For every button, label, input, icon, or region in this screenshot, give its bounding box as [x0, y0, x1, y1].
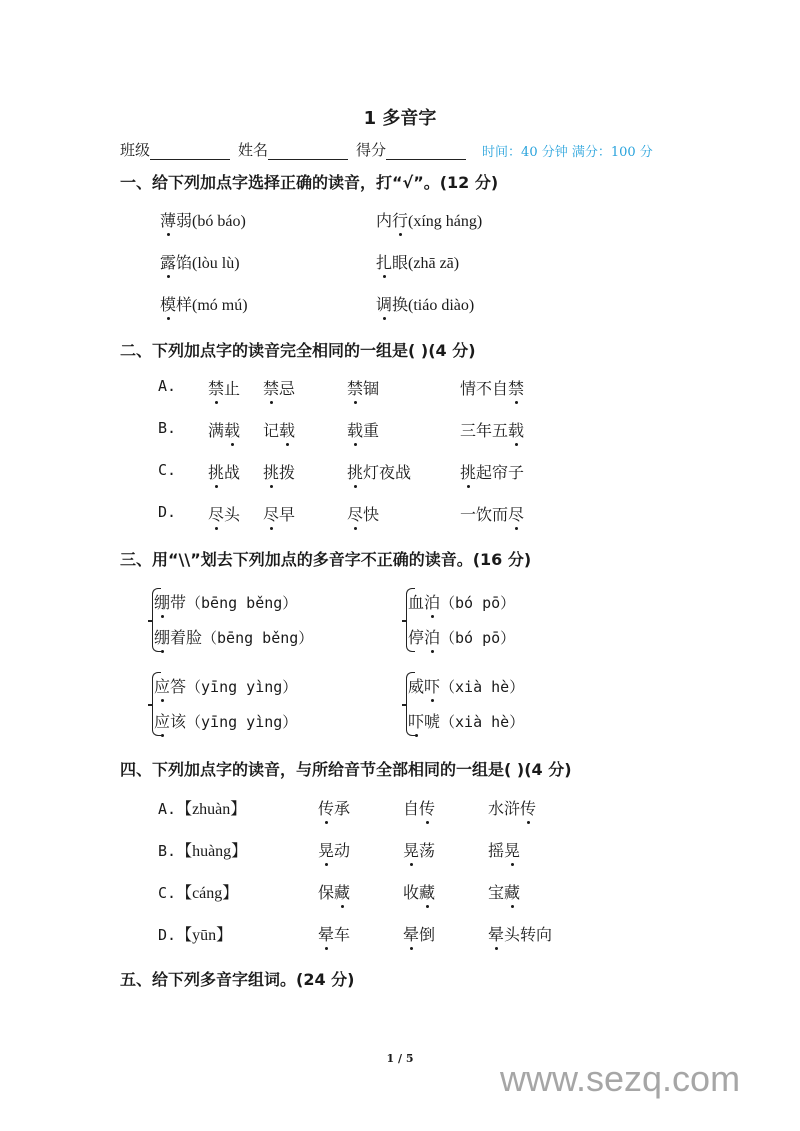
- q3-item: [408, 709, 524, 732]
- dotted-character: 绷: [154, 625, 170, 648]
- q1-item: [160, 292, 248, 315]
- option-label[interactable]: C.: [158, 884, 177, 902]
- pinyin-choices[interactable]: （yīng yìng）: [186, 678, 298, 696]
- dotted-character: 扎: [376, 250, 392, 273]
- word-prefix: 摇: [488, 841, 505, 860]
- option-label[interactable]: A.: [158, 800, 177, 818]
- score-label: 得分: [356, 141, 387, 159]
- q4-option-head: [158, 838, 247, 861]
- word: [154, 677, 186, 696]
- word-prefix: 保: [318, 883, 335, 902]
- dotted-character: 吓: [424, 674, 440, 697]
- dotted-character: 传: [419, 796, 435, 819]
- word: [160, 211, 192, 230]
- dotted-character: 挑: [460, 460, 476, 483]
- dotted-character: 绷: [154, 590, 170, 613]
- word: [318, 796, 350, 819]
- word: [208, 376, 240, 399]
- word: [408, 593, 440, 612]
- word-suffix: 带: [170, 593, 187, 612]
- pinyin-choices[interactable]: （bó pō）: [440, 594, 516, 612]
- dotted-character: 调: [376, 292, 392, 315]
- q2-heading: 二、下列加点字的读音完全相同的一组是( )(4 分): [120, 341, 476, 360]
- q3-item: [154, 590, 297, 613]
- word-suffix: 该: [170, 712, 187, 731]
- dotted-character: 禁: [508, 376, 524, 399]
- word-suffix: 弱: [176, 211, 193, 230]
- word-suffix: 头: [224, 505, 241, 524]
- dotted-character: 藏: [504, 880, 520, 903]
- word: [376, 295, 408, 314]
- word-prefix: 内: [376, 211, 393, 230]
- word: [488, 796, 536, 819]
- q1-item: [376, 292, 474, 315]
- word-suffix: 头转向: [504, 925, 553, 944]
- q1-item: [160, 250, 240, 273]
- word: [263, 460, 295, 483]
- q3-item: [408, 674, 524, 697]
- dotted-character: 晃: [318, 838, 334, 861]
- dotted-character: 传: [520, 796, 536, 819]
- page-title: 1 多音字: [363, 108, 437, 129]
- word-suffix: 快: [363, 505, 380, 524]
- word-prefix: 记: [263, 421, 280, 440]
- dotted-character: 禁: [263, 376, 279, 399]
- word-prefix: 停: [408, 628, 425, 647]
- pinyin-choices[interactable]: （yīng yìng）: [186, 713, 298, 731]
- q4-option-head: [158, 880, 238, 903]
- word: [408, 628, 440, 647]
- pinyin-choices[interactable]: (lòu lù): [192, 255, 240, 272]
- option-label[interactable]: D.: [158, 926, 177, 944]
- word-suffix: 早: [279, 505, 296, 524]
- word: [263, 376, 295, 399]
- word-suffix: 锢: [363, 379, 380, 398]
- given-syllable: 【cáng】: [176, 885, 239, 902]
- pinyin-choices[interactable]: （bēng běng）: [186, 594, 298, 612]
- dotted-character: 晕: [403, 922, 419, 945]
- pinyin-choices[interactable]: (zhā zā): [408, 255, 460, 272]
- word: [376, 253, 408, 272]
- q3-heading: 三、用“\\”划去下列加点的多音字不正确的读音。(16 分): [120, 550, 532, 569]
- q4-option-head: [158, 922, 232, 945]
- dotted-character: 藏: [334, 880, 350, 903]
- dotted-character: 尽: [208, 502, 224, 525]
- q5-heading: 五、给下列多音字组词。(24 分): [120, 970, 355, 989]
- word: [154, 628, 202, 647]
- q4-heading: 四、下列加点字的读音，与所给音节全部相同的一组是( )(4 分): [120, 760, 572, 779]
- dotted-character: 应: [154, 674, 170, 697]
- dotted-character: 露: [160, 250, 176, 273]
- word: [408, 677, 440, 696]
- dotted-character: 禁: [347, 376, 363, 399]
- option-label[interactable]: C.: [158, 461, 177, 479]
- word: [408, 712, 440, 731]
- word-prefix: 水浒: [488, 799, 521, 818]
- word-prefix: 血: [408, 593, 425, 612]
- dotted-character: 载: [508, 418, 524, 441]
- score-field[interactable]: [386, 145, 466, 160]
- q1-item: [376, 208, 482, 231]
- word: [488, 838, 520, 861]
- dotted-character: 载: [279, 418, 295, 441]
- word: [460, 502, 524, 525]
- time-score-info: 时间：40 分钟 满分：100 分: [482, 145, 653, 160]
- word-suffix: 唬: [424, 712, 441, 731]
- word-suffix: 着脸: [170, 628, 203, 647]
- q3-item: [154, 709, 297, 732]
- word: [208, 418, 240, 441]
- word-prefix: 威: [408, 677, 425, 696]
- name-label: 姓名: [238, 141, 269, 159]
- dotted-character: 行: [392, 208, 408, 231]
- word-suffix: 重: [363, 421, 380, 440]
- word: [403, 880, 435, 903]
- option-label[interactable]: D.: [158, 503, 177, 521]
- word-suffix: 答: [170, 677, 187, 696]
- word: [208, 502, 240, 525]
- pinyin-choices[interactable]: （bó pō）: [440, 629, 516, 647]
- dotted-character: 尽: [508, 502, 524, 525]
- page-number: 1 / 5: [386, 1052, 414, 1065]
- word-suffix: 车: [334, 925, 351, 944]
- pinyin-choices[interactable]: （xià hè）: [440, 678, 525, 696]
- dotted-character: 泊: [424, 590, 440, 613]
- word-suffix: 倒: [419, 925, 436, 944]
- word-suffix: 起帘子: [476, 463, 525, 482]
- word: [347, 460, 411, 483]
- word: [318, 838, 350, 861]
- dotted-character: 载: [347, 418, 363, 441]
- word-suffix: 承: [334, 799, 351, 818]
- q3-item: [154, 674, 297, 697]
- watermark: www.sezq.com: [500, 1058, 741, 1099]
- q3-item: [408, 625, 515, 648]
- pinyin-choices[interactable]: (mó mú): [192, 297, 248, 314]
- dotted-character: 禁: [208, 376, 224, 399]
- word-suffix: 忌: [279, 379, 296, 398]
- dotted-character: 晕: [318, 922, 334, 945]
- word-suffix: 灯夜战: [363, 463, 412, 482]
- dotted-character: 挑: [263, 460, 279, 483]
- word: [160, 253, 192, 272]
- dotted-character: 模: [160, 292, 176, 315]
- word: [160, 295, 192, 314]
- dotted-character: 晃: [504, 838, 520, 861]
- word-prefix: 宝: [488, 883, 505, 902]
- option-label[interactable]: B.: [158, 419, 177, 437]
- class-label: 班级: [120, 141, 151, 159]
- q1-heading: 一、给下列加点字选择正确的读音，打“√”。(12 分): [120, 173, 499, 192]
- word: [403, 838, 435, 861]
- pinyin-choices[interactable]: （bēng běng）: [202, 629, 314, 647]
- word: [154, 593, 186, 612]
- q1-item: [160, 208, 246, 231]
- dotted-character: 晕: [488, 922, 504, 945]
- word-prefix: 一饮而: [460, 505, 509, 524]
- word-prefix: 收: [403, 883, 420, 902]
- q3-item: [154, 625, 313, 648]
- word-suffix: 换: [392, 295, 409, 314]
- word: [263, 502, 295, 525]
- word: [460, 418, 524, 441]
- word-prefix: 自: [403, 799, 420, 818]
- word: [347, 376, 379, 399]
- word: [488, 922, 552, 945]
- dotted-character: 尽: [263, 502, 279, 525]
- word: [376, 211, 408, 230]
- pinyin-choices[interactable]: (tiáo diào): [408, 297, 475, 314]
- given-syllable: 【huàng】: [176, 843, 248, 860]
- dotted-character: 晃: [403, 838, 419, 861]
- dotted-character: 传: [318, 796, 334, 819]
- word: [208, 460, 240, 483]
- dotted-character: 载: [224, 418, 240, 441]
- word-suffix: 止: [224, 379, 241, 398]
- pinyin-choices[interactable]: (xíng háng): [408, 213, 483, 230]
- word-suffix: 荡: [419, 841, 436, 860]
- word: [403, 922, 435, 945]
- given-syllable: 【zhuàn】: [176, 801, 247, 818]
- name-field[interactable]: [268, 145, 348, 160]
- q3-item: [408, 590, 515, 613]
- word: [347, 418, 379, 441]
- word-suffix: 拨: [279, 463, 296, 482]
- word-prefix: 情不自: [460, 379, 509, 398]
- pinyin-choices[interactable]: (bó báo): [192, 213, 246, 230]
- word-suffix: 动: [334, 841, 351, 860]
- dotted-character: 应: [154, 709, 170, 732]
- dotted-character: 吓: [408, 709, 424, 732]
- dotted-character: 薄: [160, 208, 176, 231]
- pinyin-choices[interactable]: （xià hè）: [440, 713, 525, 731]
- word: [347, 502, 379, 525]
- dotted-character: 泊: [424, 625, 440, 648]
- word: [318, 880, 350, 903]
- word-suffix: 样: [176, 295, 193, 314]
- word-suffix: 眼: [392, 253, 409, 272]
- q1-item: [376, 250, 459, 273]
- student-info-line: [120, 139, 653, 160]
- class-field[interactable]: [150, 145, 230, 160]
- word: [318, 922, 350, 945]
- word: [488, 880, 520, 903]
- dotted-character: 藏: [419, 880, 435, 903]
- option-label[interactable]: A.: [158, 377, 177, 395]
- word: [154, 712, 186, 731]
- dotted-character: 挑: [208, 460, 224, 483]
- q4-option-head: [158, 796, 246, 819]
- dotted-character: 尽: [347, 502, 363, 525]
- word-prefix: 满: [208, 421, 225, 440]
- given-syllable: 【yūn】: [176, 927, 233, 944]
- word: [403, 796, 435, 819]
- word-suffix: 战: [224, 463, 241, 482]
- word-prefix: 三年五: [460, 421, 509, 440]
- option-label[interactable]: B.: [158, 842, 177, 860]
- word: [263, 418, 295, 441]
- word: [460, 460, 524, 483]
- dotted-character: 挑: [347, 460, 363, 483]
- word-suffix: 馅: [176, 253, 193, 272]
- word: [460, 376, 524, 399]
